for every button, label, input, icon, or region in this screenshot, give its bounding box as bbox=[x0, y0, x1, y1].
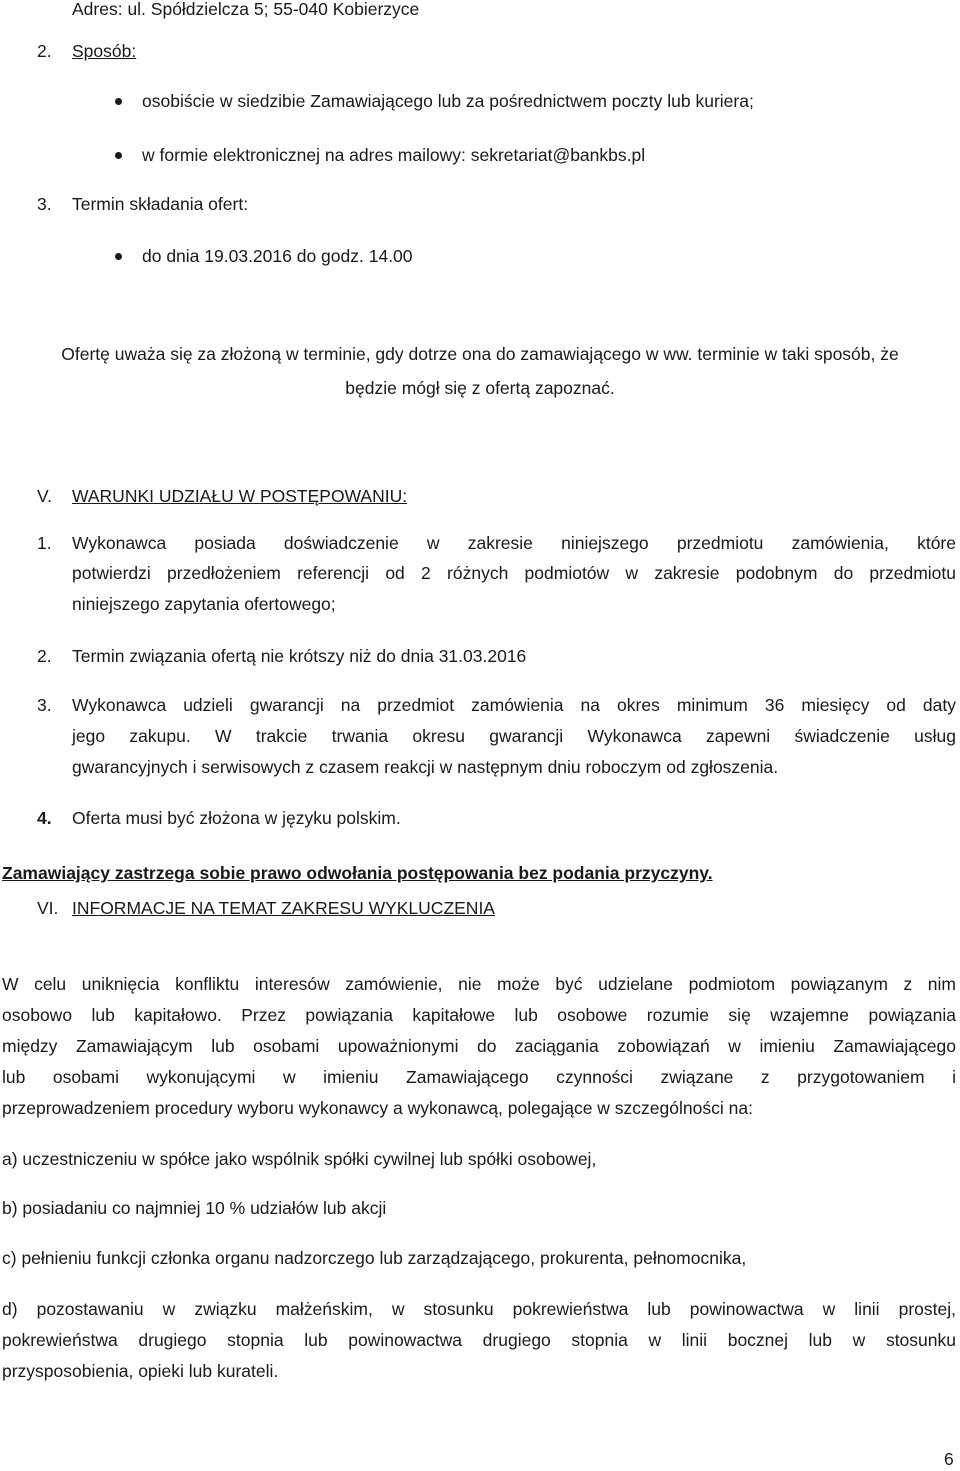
paragraph-line: W celu uniknięcia konfliktu interesów zamówienie, nie może być udzielane podmiotom powiązanym z nim bbox=[2, 974, 956, 994]
paragraph-line: osobowo lub kapitałowo. Przez powiązania kapitałowe lub osobowe rozumie się wzajemne powiązania bbox=[2, 1005, 956, 1025]
list-item: osobiście w siedzibie Zamawiającego lub za pośrednictwem poczty lub kuriera; bbox=[142, 91, 754, 111]
paragraph-line: lub osobami wykonującymi w imieniu Zamawiającego czynności związane z przygotowaniem i bbox=[2, 1067, 956, 1087]
list-number: 2. bbox=[37, 646, 52, 666]
list-item: a) uczestniczeniu w spółce jako wspólnik spółki cywilnej lub spółki osobowej, bbox=[2, 1149, 597, 1169]
paragraph-line: d) pozostawaniu w związku małżeńskim, w stosunku pokrewieństwa lub powinowactwa w linii prostej, bbox=[2, 1299, 956, 1319]
paragraph-line: Wykonawca posiada doświadczenie w zakresie niniejszego przedmiotu zamówienia, które bbox=[72, 533, 956, 553]
paragraph-line: Wykonawca udzieli gwarancji na przedmiot zamówienia na okres minimum 36 miesięcy od daty bbox=[72, 695, 956, 715]
list-item: w formie elektronicznej na adres mailowy: sekretariat@bankbs.pl bbox=[142, 145, 646, 165]
bullet-icon bbox=[115, 152, 122, 159]
section-number: V. bbox=[37, 486, 52, 506]
list-item: do dnia 19.03.2016 do godz. 14.00 bbox=[142, 246, 413, 266]
section-title: INFORMACJE NA TEMAT ZAKRESU WYKLUCZENIA bbox=[72, 898, 495, 918]
list-item: Termin związania ofertą nie krótszy niż do dnia 31.03.2016 bbox=[72, 646, 527, 666]
paragraph-line: jego zakupu. W trakcie trwania okresu gwarancji Wykonawca zapewni świadczenie usług bbox=[72, 726, 956, 746]
list-number: 3. bbox=[37, 695, 52, 715]
paragraph-line: przeprowadzeniem procedury wyboru wykonawcy a wykonawcą, polegające w szczególności na: bbox=[2, 1098, 753, 1118]
list-number: 2. bbox=[37, 41, 52, 61]
list-item: c) pełnieniu funkcji członka organu nadzorczego lub zarządzającego, prokurenta, pełnomocnika, bbox=[2, 1248, 747, 1268]
section-number: VI. bbox=[37, 898, 59, 918]
bullet-icon bbox=[115, 98, 122, 105]
paragraph-line: przysposobienia, opieki lub kurateli. bbox=[2, 1361, 279, 1381]
item-heading: Sposób: bbox=[72, 41, 137, 61]
page-number: 6 bbox=[944, 1449, 954, 1469]
note-line: Ofertę uważa się za złożoną w terminie, gdy dotrze ona do zamawiającego w ww. terminie w taki sposób, że bbox=[61, 344, 899, 364]
paragraph-line: gwarancyjnych i serwisowych z czasem reakcji w następnym dniu roboczym od zgłoszenia. bbox=[72, 757, 779, 777]
paragraph-line: pokrewieństwa drugiego stopnia lub powinowactwa drugiego stopnia w linii bocznej lub w stosunku bbox=[2, 1330, 956, 1350]
item-heading: Termin składania ofert: bbox=[72, 194, 249, 214]
reservation-note: Zamawiający zastrzega sobie prawo odwołania postępowania bez podania przyczyny. bbox=[2, 863, 713, 883]
list-item: Oferta musi być złożona w języku polskim. bbox=[72, 808, 401, 828]
list-number: 3. bbox=[37, 194, 52, 214]
bullet-icon bbox=[115, 253, 122, 260]
paragraph-line: między Zamawiającym lub osobami upoważnionymi do zaciągania zobowiązań w imieniu Zamawiającego bbox=[2, 1036, 956, 1056]
address-line: Adres: ul. Spółdzielcza 5; 55-040 Kobierzyce bbox=[72, 0, 420, 19]
section-title: WARUNKI UDZIAŁU W POSTĘPOWANIU: bbox=[72, 486, 408, 506]
note-line: będzie mógł się z ofertą zapoznać. bbox=[345, 378, 615, 398]
list-number: 4. bbox=[37, 808, 52, 828]
list-item: b) posiadaniu co najmniej 10 % udziałów lub akcji bbox=[2, 1198, 387, 1218]
paragraph-line: niniejszego zapytania ofertowego; bbox=[72, 594, 336, 614]
paragraph-line: potwierdzi przedłożeniem referencji od 2 różnych podmiotów w zakresie podobnym do przedmiotu bbox=[72, 563, 956, 583]
list-number: 1. bbox=[37, 533, 52, 553]
